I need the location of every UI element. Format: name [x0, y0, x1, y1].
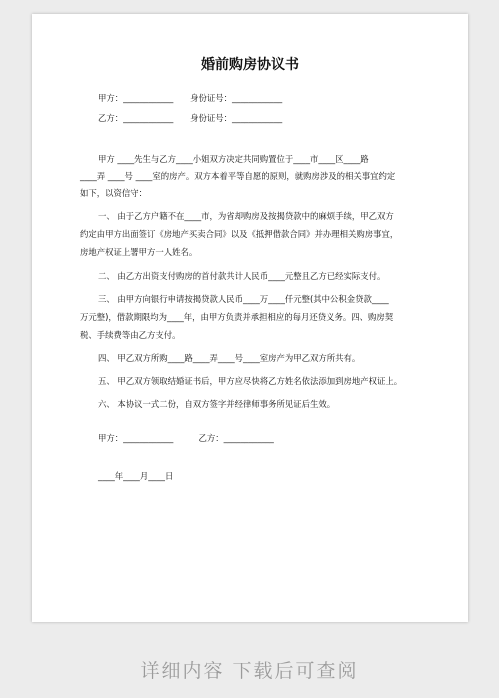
- footer-caption: 详细内容 下载后可查阅: [140, 660, 359, 682]
- clause-3-line: 万元整)，借款期限均为____年，由甲方负责并承担相应的每月还贷义务。四、购房契: [80, 312, 394, 322]
- paragraph-line: ____弄 ____号 ____室的房产。双方本着平等自愿的原则，就购房涉及的相关事宜约定: [80, 171, 396, 181]
- clause-1-line: 约定由甲方出面签订《房地产买卖合同》以及《抵押借款合同》并办理相关购房事宜，: [80, 229, 399, 239]
- clause-2-line: 二、 由乙方出资支付购房的首付款共计人民币____元整且乙方已经实际支付。: [98, 271, 386, 281]
- date-line: ____年____月____日: [98, 471, 174, 481]
- clause-1-line: 一、 由于乙方户籍不在____市，为省却购房及按揭贷款中的麻烦手续，甲乙双方: [98, 211, 394, 221]
- clause-1-line: 房地产权证上署甲方一人姓名。: [80, 247, 198, 257]
- document-page: [32, 14, 468, 622]
- clause-4-line: 四、 甲乙双方所购____路____弄____号____室房产为甲乙双方所共有。: [98, 353, 361, 363]
- party-a-line: 甲方：____________ 身份证号：____________: [98, 93, 283, 103]
- clause-5-line: 五、 甲乙双方领取结婚证书后，甲方应尽快将乙方姓名依法添加到房地产权证上。: [98, 376, 403, 386]
- clause-6-line: 六、 本协议一式二份，自双方签字并经律师事务所见证后生效。: [98, 399, 336, 409]
- signature-line: 甲方：____________ 乙方：____________: [98, 433, 274, 443]
- document-title: 婚前购房协议书: [201, 57, 299, 73]
- paragraph-line: 甲方 ____先生与乙方____小姐双方决定共同购置位于____市____区____路: [98, 154, 369, 164]
- paragraph-line: 如下，以资信守：: [80, 188, 147, 198]
- clause-3-line: 税、手续费等由乙方支付。: [80, 330, 181, 340]
- party-b-line: 乙方：____________ 身份证号：____________: [98, 113, 283, 123]
- clause-3-line: 三、 由甲方向银行申请按揭贷款人民币____万____仟元整(其中公积金贷款____: [98, 294, 389, 304]
